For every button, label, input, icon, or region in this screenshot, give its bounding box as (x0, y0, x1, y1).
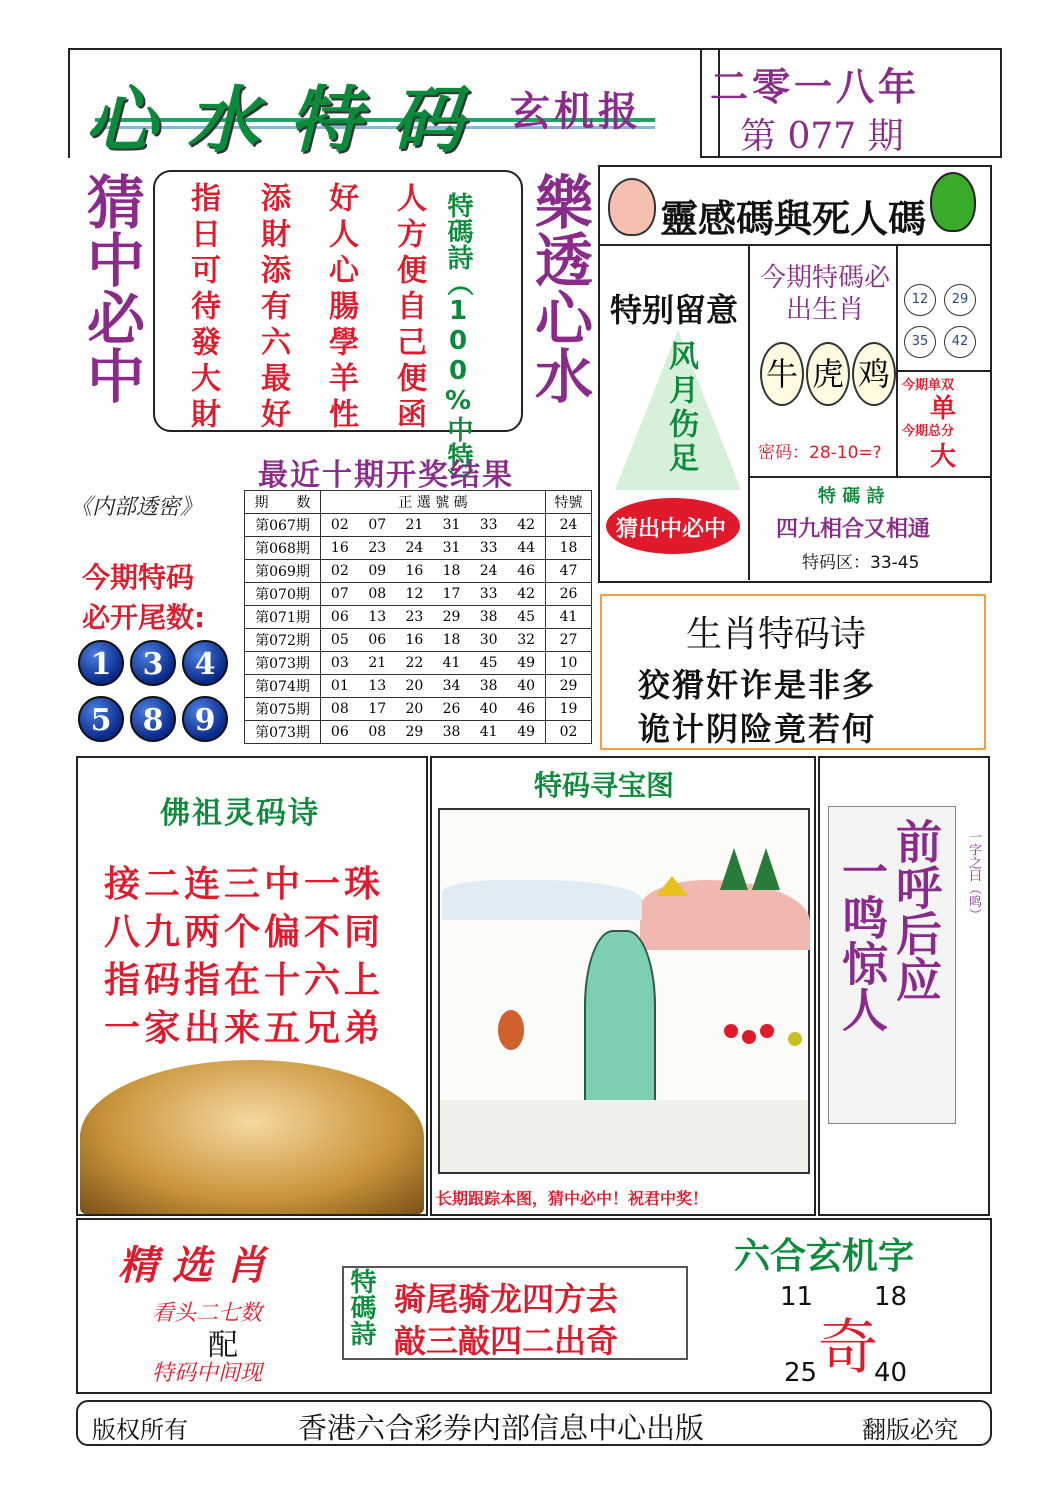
number-cell: 07 (321, 583, 359, 606)
zodiac-poem-title: 生肖特码诗 (686, 614, 867, 655)
number-cell: 22 (396, 652, 433, 675)
number-cell: 21 (396, 514, 433, 537)
number-cell: 40 (507, 675, 545, 698)
secret-code: 密码：28-10=? (758, 443, 882, 463)
period-cell: 第070期 (245, 583, 321, 606)
jing-title-text: 精 选 肖 (118, 1243, 266, 1289)
number-cell: 16 (396, 560, 433, 583)
number-cell: 30 (470, 629, 507, 652)
tail-ball-3: 4 (182, 640, 228, 686)
buddha-line-1: 接二连三中一珠 (104, 864, 385, 905)
special-cell: 18 (546, 537, 592, 560)
number-cell: 12 (396, 583, 433, 606)
number-cell: 41 (470, 721, 507, 744)
number-cell: 38 (433, 721, 470, 744)
number-cell: 20 (396, 675, 433, 698)
special-cell: 24 (546, 514, 592, 537)
number-cell: 09 (359, 560, 396, 583)
number-cell: 20 (396, 698, 433, 721)
number-cell: 42 (507, 583, 545, 606)
alien-icon (930, 172, 976, 232)
number-cell: 31 (433, 537, 470, 560)
small-num-4: 42 (944, 326, 976, 358)
poem-side-label: 特碼詩（100%中特） (443, 192, 473, 494)
number-cell: 26 (433, 698, 470, 721)
table-row (245, 675, 592, 698)
buddha-line-2: 八九两个偏不同 (104, 912, 385, 953)
header-numbers: 正 選 號 碼 (321, 491, 546, 514)
jing-line-1: 看头二七数 (152, 1301, 263, 1326)
poem-col-3: 好人心腸學羊性 (323, 182, 358, 434)
number-cell: 06 (321, 721, 359, 744)
buddha-line-3: 指码指在十六上 (104, 960, 385, 1001)
results-table-wrap (244, 490, 592, 744)
number-cell: 31 (433, 514, 470, 537)
liuhe-title: 六合玄机字 (734, 1236, 915, 1277)
table-row (245, 583, 592, 606)
riddle-col-2: 前呼后应 (889, 818, 943, 1002)
small-num-3: 35 (904, 326, 936, 358)
table-row (245, 560, 592, 583)
attention-label: 特别留意 (610, 291, 739, 329)
table-row (245, 537, 592, 560)
header-period: 期 数 (245, 491, 321, 514)
tail-ball-6: 9 (182, 696, 228, 742)
number-cell: 33 (470, 514, 507, 537)
results-table (244, 490, 592, 744)
special-cell: 10 (546, 652, 592, 675)
number-cell: 02 (321, 514, 359, 537)
buddha-title: 佛祖灵码诗 (160, 796, 320, 831)
number-cell: 45 (470, 652, 507, 675)
zodiac-3: 鸡 (852, 342, 896, 406)
odd-even-label: 今期单双 (902, 378, 955, 393)
scholar-figure-image (584, 930, 656, 1120)
number-cell: 24 (396, 537, 433, 560)
number-cell: 18 (433, 629, 470, 652)
liuhe-num-2: 18 (874, 1282, 908, 1312)
number-cell: 46 (507, 560, 545, 583)
number-cell: 23 (396, 606, 433, 629)
treasure-caption: 长期跟踪本图，猜中必中！祝君中奖！ (436, 1189, 709, 1208)
tail-label-2: 必开尾数: (82, 601, 206, 634)
number-cell: 21 (359, 652, 396, 675)
number-cell: 02 (321, 560, 359, 583)
results-title: 最近十期开奖结果 (258, 458, 514, 493)
header-special: 特號 (546, 491, 592, 514)
number-cell: 17 (433, 583, 470, 606)
spirit-divider-v2 (896, 246, 898, 476)
period-cell: 第074期 (245, 675, 321, 698)
zodiac-poem-line2: 诡计阴险竟若何 (638, 710, 877, 748)
tail-label-1: 今期特码 (82, 561, 195, 594)
poem-tag: 特碼詩 (346, 1268, 376, 1346)
liuhe-num-1: 11 (780, 1282, 814, 1312)
jing-line-2: 特码中间现 (152, 1361, 263, 1386)
number-cell: 29 (433, 606, 470, 629)
poem-col-2: 添財添有六最好 (255, 182, 290, 434)
special-cell: 26 (546, 583, 592, 606)
ground-image (440, 1100, 808, 1172)
period-cell: 第068期 (245, 537, 321, 560)
table-row (245, 606, 592, 629)
number-cell: 17 (359, 698, 396, 721)
period-cell: 第075期 (245, 698, 321, 721)
number-cell: 13 (359, 675, 396, 698)
sky-image (442, 880, 642, 920)
number-cell: 49 (507, 721, 545, 744)
number-cell: 34 (433, 675, 470, 698)
special-cell: 41 (546, 606, 592, 629)
tail-ball-5: 8 (130, 696, 176, 742)
buddha-line-4: 一家出来五兄弟 (104, 1008, 385, 1049)
number-cell: 01 (321, 675, 359, 698)
special-cell: 27 (546, 629, 592, 652)
riddle-hint: 一字之曰（鸣） (966, 830, 981, 921)
period-cell: 第072期 (245, 629, 321, 652)
issue-label: 第 077 期 (740, 116, 904, 157)
spirit-title: 靈感碼與死人碼 (660, 197, 927, 241)
period-cell: 第071期 (245, 606, 321, 629)
zodiac-label-text: 今期特碼必出生肖 (759, 263, 890, 325)
period-cell: 第073期 (245, 652, 321, 675)
jing-title (118, 1234, 266, 1291)
spirit-poem-line: 四九相合又相通 (776, 517, 931, 542)
cherries-icon (724, 1024, 738, 1038)
number-cell: 08 (321, 698, 359, 721)
table-row (245, 721, 592, 744)
spirit-divider-h3 (750, 476, 990, 478)
bottom-poem-line2: 敲三敲四二出奇 (394, 1322, 619, 1360)
spirit-range: 特码区：33-45 (802, 553, 920, 573)
special-cell: 02 (546, 721, 592, 744)
hint-chars: 风月伤足 (663, 340, 698, 476)
total-label: 今期总分 (902, 424, 955, 439)
period-cell: 第067期 (245, 514, 321, 537)
spirit-title-rule (600, 244, 990, 246)
results-header-row (245, 491, 592, 514)
face-icon (608, 178, 656, 236)
hut-icon (656, 876, 688, 896)
number-cell: 16 (321, 537, 359, 560)
badge-text: 猜出中必中 (616, 517, 727, 542)
number-cell: 23 (359, 537, 396, 560)
bottom-poem-line1: 骑尾骑龙四方去 (394, 1280, 619, 1318)
number-cell: 33 (470, 537, 507, 560)
tail-ball-2: 3 (130, 640, 176, 686)
number-cell: 18 (433, 560, 470, 583)
number-cell: 06 (359, 629, 396, 652)
zodiac-2: 虎 (806, 342, 850, 406)
number-cell: 07 (359, 514, 396, 537)
number-cell: 32 (507, 629, 545, 652)
zodiac-label (755, 262, 895, 326)
number-cell: 44 (507, 537, 545, 560)
year-label: 二零一八年 (710, 65, 921, 109)
table-row (245, 698, 592, 721)
footer-left: 版权所有 (92, 1416, 188, 1444)
tree-icon-2 (752, 848, 780, 890)
liuhe-num-4: 40 (874, 1358, 908, 1388)
number-cell: 33 (470, 583, 507, 606)
main-title: 心水特码 (85, 78, 494, 162)
liuhe-char: 奇 (818, 1313, 878, 1383)
number-cell: 41 (433, 652, 470, 675)
buddha-statue-image (80, 1060, 424, 1214)
number-cell: 16 (396, 629, 433, 652)
small-num-2: 29 (944, 284, 976, 316)
number-cell: 24 (470, 560, 507, 583)
spirit-poem-label: 特 碼 詩 (818, 486, 885, 507)
number-cell: 29 (396, 721, 433, 744)
tail-ball-1: 1 (78, 640, 124, 686)
table-row (245, 514, 592, 537)
period-cell: 第069期 (245, 560, 321, 583)
tail-ball-4: 5 (78, 696, 124, 742)
footer-center: 香港六合彩券内部信息中心出版 (298, 1411, 705, 1445)
total-value: 大 (930, 442, 957, 472)
number-cell: 42 (507, 514, 545, 537)
footer-right: 翻版必究 (862, 1416, 958, 1444)
number-cell: 49 (507, 652, 545, 675)
insider-label: 《内部透密》 (70, 495, 203, 520)
number-cell: 08 (359, 583, 396, 606)
zodiac-poem-line1: 狡猾奸诈是非多 (638, 666, 877, 704)
liuhe-num-3: 25 (784, 1358, 818, 1388)
small-num-1: 12 (904, 284, 936, 316)
special-cell: 29 (546, 675, 592, 698)
odd-even-value: 单 (930, 394, 957, 424)
jing-mid: 配 (208, 1328, 238, 1363)
poem-col-4: 人方便自己便函 (391, 182, 426, 434)
table-row (245, 652, 592, 675)
number-cell: 45 (507, 606, 545, 629)
treasure-title: 特码寻宝图 (534, 769, 675, 802)
left-slogan: 猜中必中 (77, 172, 145, 404)
number-cell: 38 (470, 606, 507, 629)
number-cell: 38 (470, 675, 507, 698)
number-cell: 03 (321, 652, 359, 675)
number-cell: 05 (321, 629, 359, 652)
spirit-divider-h2 (896, 370, 990, 372)
spirit-divider-v (748, 246, 750, 580)
tree-icon (720, 848, 748, 890)
period-cell: 第073期 (245, 721, 321, 744)
fish-icon (498, 1010, 524, 1050)
main-subtitle: 玄机报 (510, 89, 642, 135)
number-cell: 08 (359, 721, 396, 744)
number-cell: 06 (321, 606, 359, 629)
number-cell: 40 (470, 698, 507, 721)
riddle-col-1: 一鸣惊人 (835, 848, 889, 1032)
special-cell: 19 (546, 698, 592, 721)
number-cell: 46 (507, 698, 545, 721)
results-body (245, 514, 592, 744)
table-row (245, 629, 592, 652)
zodiac-1: 牛 (760, 342, 804, 406)
poem-col-1: 指日可待發大財 (185, 182, 220, 434)
special-cell: 47 (546, 560, 592, 583)
right-slogan: 樂透心水 (525, 172, 593, 404)
number-cell: 13 (359, 606, 396, 629)
